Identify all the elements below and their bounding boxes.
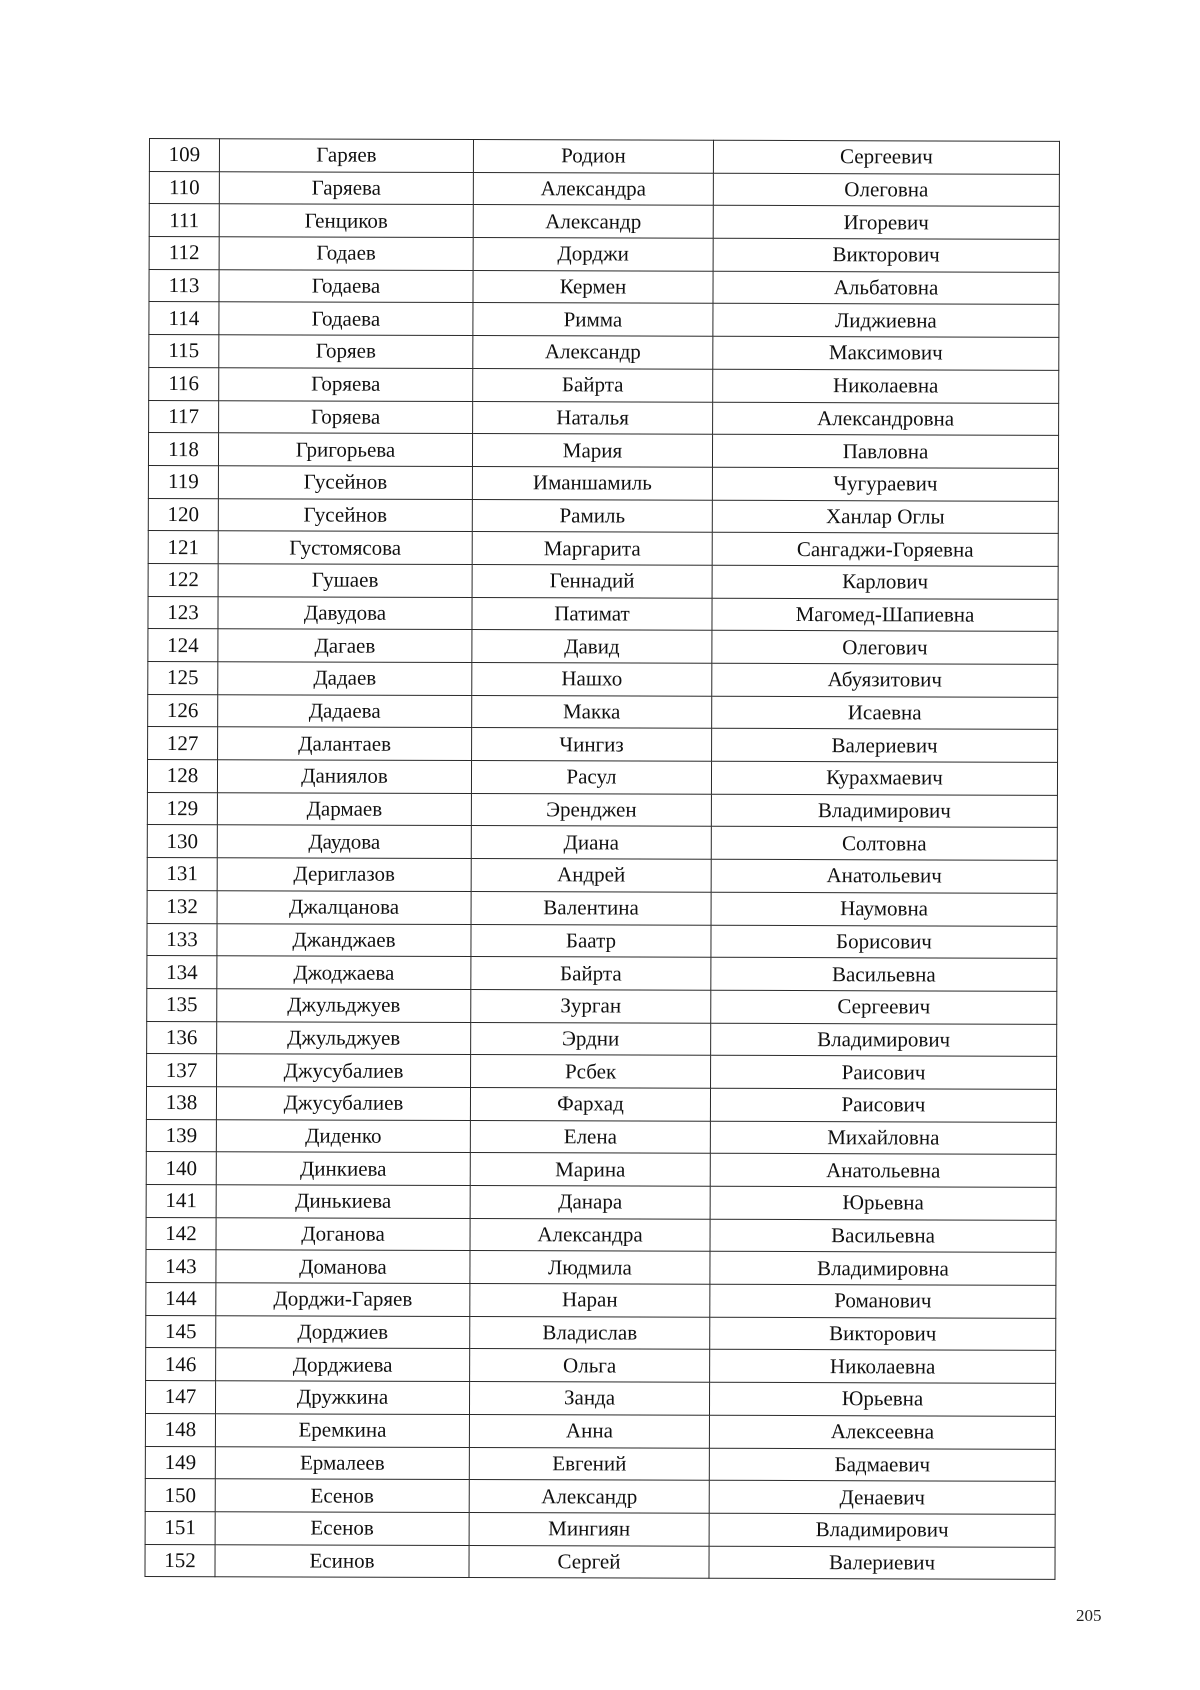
row-number-cell: 113 [149,269,219,302]
patronymic-cell: Магомед-Шапиевна [712,598,1058,632]
row-number-cell: 132 [147,890,217,923]
last-name-cell: Джульджуев [217,989,471,1022]
row-number-cell: 144 [146,1283,216,1316]
table-row [149,139,1059,175]
row-number-cell: 137 [147,1054,217,1087]
patronymic-cell: Анатольевна [710,1154,1056,1188]
last-name-cell: Дорджи-Гаряев [216,1283,470,1316]
first-name-cell: Римма [473,303,713,336]
table-row [148,727,1058,763]
patronymic-cell: Александровна [713,402,1059,436]
row-number-cell: 149 [145,1446,215,1479]
patronymic-cell: Николаевна [713,369,1059,403]
first-name-cell: Иманшамиль [472,466,712,499]
patronymic-cell: Юрьевна [710,1186,1056,1220]
row-number-cell: 114 [149,302,219,335]
first-name-cell: Владислав [470,1316,710,1349]
patronymic-cell: Солтовна [711,827,1057,861]
first-name-cell: Байрта [473,368,713,401]
patronymic-cell: Сангаджи-Горяевна [712,533,1058,567]
first-name-cell: Данара [470,1186,710,1219]
patronymic-cell: Сергеевич [713,140,1059,174]
first-name-cell: Людмила [470,1251,710,1284]
row-number-cell: 141 [146,1184,216,1217]
patronymic-cell: Чугураевич [712,467,1058,501]
table-row [147,1021,1057,1057]
first-name-cell: Баатр [471,924,711,957]
row-number-cell: 133 [147,923,217,956]
table-row [149,171,1059,207]
row-number-cell: 110 [149,171,219,204]
first-name-cell: Александра [470,1218,710,1251]
first-name-cell: Сергей [469,1545,709,1578]
table-row [146,1086,1056,1122]
last-name-cell: Дадаева [218,694,472,727]
first-name-cell: Александра [473,172,713,205]
table-row [146,1250,1056,1286]
patronymic-cell: Олегович [712,631,1058,665]
last-name-cell: Доганова [216,1217,470,1250]
last-name-cell: Годаев [219,237,473,270]
table-row [147,1054,1057,1090]
first-name-cell: Расул [471,761,711,794]
first-name-cell: Анна [469,1414,709,1447]
table-row [147,760,1057,796]
last-name-cell: Годаева [219,302,473,335]
roster-table-body [145,139,1060,1580]
table-row [148,531,1058,567]
table-row [149,302,1059,338]
patronymic-cell: Денаевич [709,1480,1055,1514]
first-name-cell: Геннадий [472,564,712,597]
row-number-cell: 109 [149,139,219,172]
last-name-cell: Генциков [219,204,473,237]
table-row [146,1184,1056,1220]
last-name-cell: Есенов [215,1479,469,1512]
row-number-cell: 148 [145,1413,215,1446]
row-number-cell: 126 [148,694,218,727]
patronymic-cell: Павловна [712,434,1058,468]
row-number-cell: 117 [149,400,219,433]
table-row [149,400,1059,436]
table-row [149,269,1059,305]
patronymic-cell: Романович [710,1284,1056,1318]
patronymic-cell: Владимирович [711,794,1057,828]
row-number-cell: 111 [149,204,219,237]
patronymic-cell: Викторович [710,1317,1056,1351]
patronymic-cell: Олеговна [713,173,1059,207]
row-number-cell: 142 [146,1217,216,1250]
table-row [146,1283,1056,1319]
patronymic-cell: Валериевич [712,729,1058,763]
table-row [149,204,1059,240]
table-row [148,629,1058,665]
table-row [146,1315,1056,1351]
table-row [148,563,1058,599]
patronymic-cell: Анатольевич [711,859,1057,893]
last-name-cell: Даудова [217,825,471,858]
table-row [145,1544,1055,1580]
table-row [147,956,1057,992]
first-name-cell: Александр [473,336,713,369]
last-name-cell: Доманова [216,1250,470,1283]
first-name-cell: Александр [473,205,713,238]
first-name-cell: Эрдни [471,1022,711,1055]
row-number-cell: 143 [146,1250,216,1283]
row-number-cell: 150 [145,1479,215,1512]
row-number-cell: 123 [148,596,218,629]
row-number-cell: 146 [146,1348,216,1381]
row-number-cell: 135 [147,988,217,1021]
table-row [148,694,1058,730]
last-name-cell: Дорджиев [216,1315,470,1348]
table-row [149,237,1059,273]
patronymic-cell: Курахмаевич [711,761,1057,795]
table-row [146,1348,1056,1384]
first-name-cell: Марина [470,1153,710,1186]
table-row [148,433,1058,469]
patronymic-cell: Юрьевна [709,1382,1055,1416]
table-row [145,1479,1055,1515]
first-name-cell: Наран [470,1284,710,1317]
last-name-cell: Гаряева [219,171,473,204]
patronymic-cell: Борисович [711,925,1057,959]
table-row [145,1413,1055,1449]
row-number-cell: 138 [146,1086,216,1119]
row-number-cell: 119 [148,465,218,498]
table-row [148,661,1058,697]
patronymic-cell: Владимирович [711,1023,1057,1057]
row-number-cell: 122 [148,563,218,596]
last-name-cell: Джусубалиев [217,1054,471,1087]
page-number: 205 [1076,1606,1102,1625]
table-row [147,890,1057,926]
last-name-cell: Горяева [219,368,473,401]
last-name-cell: Горяев [219,335,473,368]
table-row [145,1446,1055,1482]
last-name-cell: Есенов [215,1512,469,1545]
row-number-cell: 151 [145,1511,215,1544]
first-name-cell: Давид [472,630,712,663]
last-name-cell: Дадаев [218,662,472,695]
patronymic-cell: Васильевна [710,1219,1056,1253]
last-name-cell: Гусейнов [218,466,472,499]
patronymic-cell: Владимировна [710,1252,1056,1286]
table-row [146,1217,1056,1253]
patronymic-cell: Карлович [712,565,1058,599]
row-number-cell: 125 [148,661,218,694]
last-name-cell: Динькиева [216,1185,470,1218]
first-name-cell: Кермен [473,270,713,303]
row-number-cell: 145 [146,1315,216,1348]
row-number-cell: 127 [148,727,218,760]
last-name-cell: Гушаев [218,564,472,597]
table-row [149,367,1059,403]
row-number-cell: 130 [147,825,217,858]
row-number-cell: 115 [149,335,219,368]
last-name-cell: Ермалеев [215,1446,469,1479]
last-name-cell: Дагаев [218,629,472,662]
patronymic-cell: Раисович [710,1088,1056,1122]
patronymic-cell: Игоревич [713,206,1059,240]
table-row [147,858,1057,894]
row-number-cell: 139 [146,1119,216,1152]
last-name-cell: Дорджиева [216,1348,470,1381]
row-number-cell: 120 [148,498,218,531]
first-name-cell: Нашхо [472,663,712,696]
table-row [148,596,1058,632]
first-name-cell: Рамиль [472,499,712,532]
first-name-cell: Наталья [473,401,713,434]
first-name-cell: Валентина [471,891,711,924]
first-name-cell: Рсбек [471,1055,711,1088]
last-name-cell: Есинов [215,1544,469,1577]
row-number-cell: 152 [145,1544,215,1577]
last-name-cell: Густомясова [218,531,472,564]
table-row [145,1381,1055,1417]
first-name-cell: Александр [469,1480,709,1513]
last-name-cell: Джусубалиев [216,1087,470,1120]
first-name-cell: Байрта [471,957,711,990]
row-number-cell: 121 [148,531,218,564]
table-row [148,465,1058,501]
last-name-cell: Динкиева [216,1152,470,1185]
row-number-cell: 147 [145,1381,215,1414]
last-name-cell: Гусейнов [218,498,472,531]
roster-table [144,138,1060,1580]
first-name-cell: Ольга [470,1349,710,1382]
last-name-cell: Дармаев [217,792,471,825]
last-name-cell: Гаряев [219,139,473,172]
row-number-cell: 112 [149,237,219,270]
last-name-cell: Еремкина [215,1414,469,1447]
row-number-cell: 136 [147,1021,217,1054]
table-row [149,335,1059,371]
first-name-cell: Макка [472,695,712,728]
table-row [146,1152,1056,1188]
first-name-cell: Диана [471,826,711,859]
patronymic-cell: Максимович [713,336,1059,370]
first-name-cell: Маргарита [472,532,712,565]
patronymic-cell: Лиджиевна [713,304,1059,338]
first-name-cell: Эренджен [471,793,711,826]
patronymic-cell: Ханлар Оглы [712,500,1058,534]
patronymic-cell: Исаевна [712,696,1058,730]
first-name-cell: Елена [470,1120,710,1153]
table-row [145,1511,1055,1547]
last-name-cell: Джульджуев [217,1021,471,1054]
last-name-cell: Григорьева [218,433,472,466]
last-name-cell: Дериглазов [217,858,471,891]
first-name-cell: Евгений [469,1447,709,1480]
patronymic-cell: Михайловна [710,1121,1056,1155]
patronymic-cell: Альбатовна [713,271,1059,305]
last-name-cell: Горяева [219,400,473,433]
first-name-cell: Зурган [471,989,711,1022]
row-number-cell: 134 [147,956,217,989]
patronymic-cell: Абуязитович [712,663,1058,697]
patronymic-cell: Валериевич [709,1546,1055,1580]
table-row [147,988,1057,1024]
first-name-cell: Мария [472,434,712,467]
patronymic-cell: Бадмаевич [709,1448,1055,1482]
patronymic-cell: Викторович [713,238,1059,272]
first-name-cell: Патимат [472,597,712,630]
patronymic-cell: Алексеевна [709,1415,1055,1449]
first-name-cell: Занда [469,1382,709,1415]
first-name-cell: Мингиян [469,1512,709,1545]
last-name-cell: Далантаев [218,727,472,760]
patronymic-cell: Наумовна [711,892,1057,926]
patronymic-cell: Владимирович [709,1513,1055,1547]
last-name-cell: Диденко [216,1119,470,1152]
last-name-cell: Джоджаева [217,956,471,989]
table-row [147,792,1057,828]
last-name-cell: Дружкина [215,1381,469,1414]
row-number-cell: 128 [147,760,217,793]
patronymic-cell: Сергеевич [711,990,1057,1024]
first-name-cell: Дорджи [473,238,713,271]
row-number-cell: 118 [148,433,218,466]
first-name-cell: Андрей [471,859,711,892]
row-number-cell: 129 [147,792,217,825]
last-name-cell: Даниялов [217,760,471,793]
first-name-cell: Фархад [470,1087,710,1120]
last-name-cell: Джанджаев [217,923,471,956]
first-name-cell: Родион [473,140,713,173]
patronymic-cell: Николаевна [710,1350,1056,1384]
table-row [147,825,1057,861]
last-name-cell: Джалцанова [217,891,471,924]
table-row [147,923,1057,959]
first-name-cell: Чингиз [472,728,712,761]
row-number-cell: 140 [146,1152,216,1185]
table-row [148,498,1058,534]
patronymic-cell: Раисович [711,1056,1057,1090]
row-number-cell: 124 [148,629,218,662]
table-row [146,1119,1056,1155]
row-number-cell: 131 [147,858,217,891]
last-name-cell: Годаева [219,269,473,302]
patronymic-cell: Васильевна [711,957,1057,991]
last-name-cell: Давудова [218,596,472,629]
row-number-cell: 116 [149,367,219,400]
